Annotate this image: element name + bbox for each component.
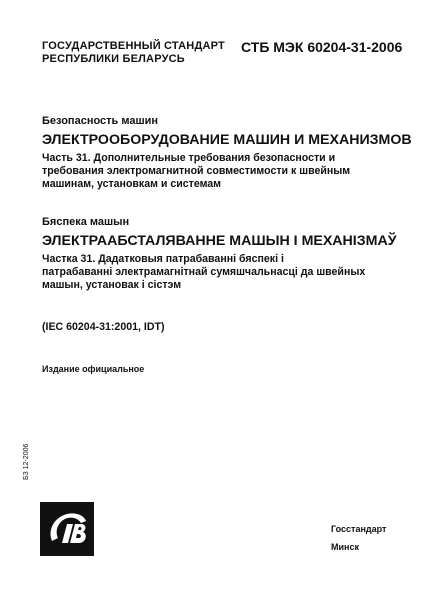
stb-logo bbox=[40, 502, 94, 556]
russian-part-line-2: требования электромагнитной совместимости к швейным bbox=[42, 165, 351, 177]
russian-subject: Безопасность машин bbox=[42, 115, 159, 127]
stb-logo-icon bbox=[40, 502, 94, 556]
russian-title: ЭЛЕКТРООБОРУДОВАНИЕ МАШИН И МЕХАНИЗМОВ bbox=[42, 132, 412, 148]
issuer-block bbox=[42, 40, 225, 66]
russian-part-line-3: машинам, установкам и системам bbox=[42, 178, 222, 190]
publisher-city: Минск bbox=[331, 542, 359, 552]
belarusian-section bbox=[42, 216, 402, 292]
russian-section bbox=[42, 115, 412, 191]
belarusian-subject: Бяспека машын bbox=[42, 216, 130, 228]
iec-equivalence: (IEC 60204-31:2001, IDT) bbox=[42, 321, 165, 333]
catalog-note: БЗ 12-2006 bbox=[23, 443, 30, 480]
belarusian-part-line-3: машын, установак і сістэм bbox=[42, 279, 182, 291]
russian-part-line-1: Часть 31. Дополнительные требования безопасности и bbox=[42, 152, 336, 164]
standard-code: СТБ МЭК 60204-31-2006 bbox=[241, 39, 403, 55]
edition-label: Издание официальное bbox=[42, 364, 145, 374]
belarusian-part-line-2: патрабаванні электрамагнітнай сумяшчальнасці да швейных bbox=[42, 266, 366, 278]
issuer-line-1: ГОСУДАРСТВЕННЫЙ СТАНДАРТ bbox=[42, 40, 225, 52]
publisher-block bbox=[331, 524, 386, 560]
issuer-line-2: РЕСПУБЛИКИ БЕЛАРУСЬ bbox=[42, 53, 185, 65]
belarusian-part-line-1: Частка 31. Дадатковыя патрабаванні бяспекі і bbox=[42, 253, 284, 265]
publisher-name: Госстандарт bbox=[331, 524, 387, 534]
belarusian-title: ЭЛЕКТРААБСТАЛЯВАННЕ МАШЫН І МЕХАНІЗМАЎ bbox=[42, 233, 397, 249]
